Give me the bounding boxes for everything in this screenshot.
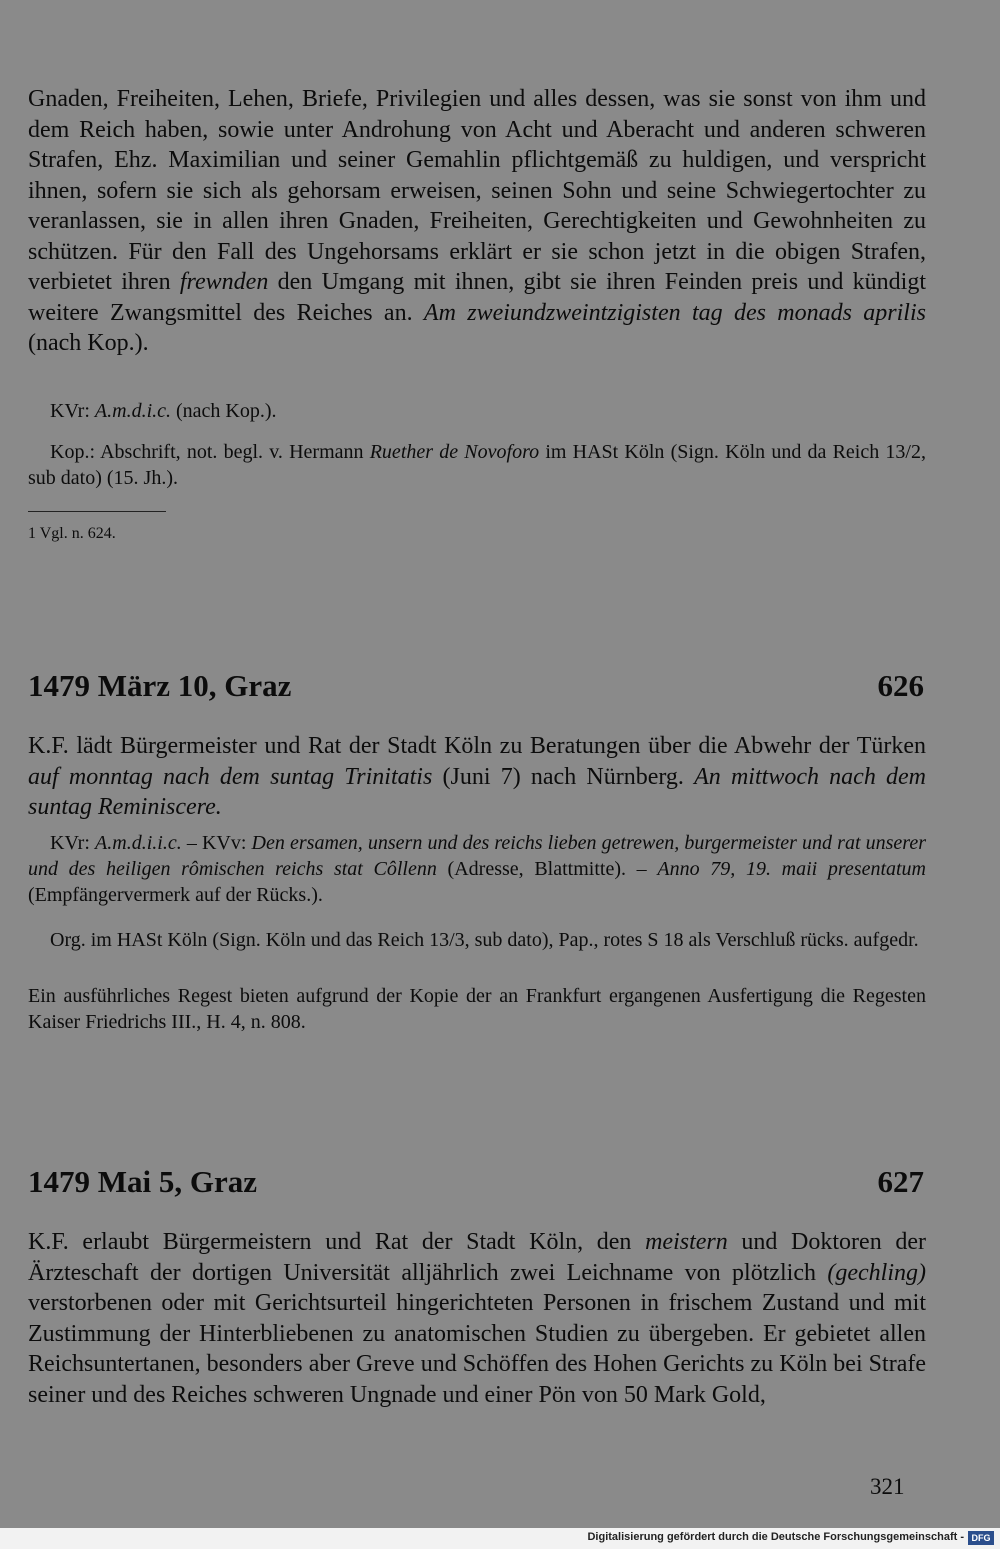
entry-626-body [28, 731, 926, 823]
body-text: K.F. erlaubt Bürgermeistern und Rat der Stadt Köln, den [28, 1229, 646, 1255]
footnote-divider [28, 511, 166, 512]
footer-credit: Digitalisierung gefördert durch die Deutsche Forschungsgemeinschaft - [587, 1531, 964, 1543]
body-italic: meistern [645, 1229, 728, 1255]
anno-text: (Empfängervermerk auf der Rücks.). [28, 884, 323, 906]
kvr-italic: A.m.d.i.i.c. [95, 832, 182, 854]
entry-625-kop [28, 439, 926, 491]
kvv-italic: Den ersamen, unsern und des reichs lieben getrewen, burgermeister und rat unserer und des heiligen rômischen reichs stat Côllenn [28, 832, 927, 880]
body-italic: An mittwoch nach dem suntag Reminiscere. [28, 763, 926, 820]
body-text: den Umgang mit ihnen, gibt sie ihren Feinden preis und kündigt weitere Zwangsmittel des Reiches an. [28, 269, 926, 326]
entry-627-body [28, 1227, 926, 1410]
body-text: K.F. lädt Bürgermeister und Rat der Stadt Köln zu Beratungen über die Abwehr der Türken [28, 733, 926, 759]
entry-626-regest: Ein ausführliches Regest bieten aufgrund der Kopie der an Frankfurt ergangenen Ausfertigung die Regesten Kaiser Friedrichs III., H. 4, n. 808. [28, 985, 926, 1033]
body-italic: (gechling) [827, 1259, 926, 1286]
kvv-label: – KVv: [181, 832, 252, 854]
kvr-label: KVr: [50, 832, 96, 854]
entry-626-kv [28, 830, 926, 908]
body-text: Gnaden, Freiheiten, Lehen, Briefe, Privilegien und alles dessen, was sie sonst von ihm und dem Reich haben, sowie unter Androhung von Acht und Aberacht und anderen schweren Strafen, Ehz. Maximilian und seiner Gemahlin pflichtgemäß zu huldigen, und verspricht ihnen, sofern sie sich als gehorsam erweisen, seinen Sohn und seine Schwiegertochter zu veranlassen, sie in allen ihren Gnaden, Freiheiten, Gerechtigkeiten und Gewohnheiten zu schützen. Für den Fall des Ungehorsams erklärt er sie schon jetzt in die obigen Strafen, verbietet ihren [28, 86, 926, 295]
kop-text: Kop.: Abschrift, not. begl. v. Hermann [50, 441, 370, 463]
kop-text: im HASt Köln (Sign. Köln und da Reich 13/2, sub dato) (15. Jh.). [28, 441, 926, 489]
entry-627-heading [28, 1164, 924, 1200]
body-text: und Doktoren der Ärzteschaft der dortigen Universität alljährlich zwei Leichname von plötzlich [28, 1229, 927, 1286]
digitization-footer [0, 1528, 1000, 1549]
entry-625-kvr [28, 398, 926, 424]
entry-number: 627 [877, 1164, 924, 1199]
body-text: verstorbenen oder mit Gerichtsurteil hingerichteten Personen in frischem Zustand und mit Zustimmung der Hinterbliebenen zu anatomischen Studien zu übergeben. Er gebietet allen Reichsuntertanen, besonders aber Greve und Schöffen des Hohen Gerichts zu Köln bei Strafe seiner und des Reiches schweren Ungnade und einer Pön von 50 Mark Gold, [28, 1290, 926, 1408]
entry-625-body [28, 84, 926, 359]
kop-italic: Ruether de Novoforo [369, 441, 540, 463]
kvv-text: (Adresse, Blattmitte). – [436, 858, 658, 880]
entry-number: 626 [877, 668, 924, 703]
entry-626-heading [28, 668, 924, 704]
kvr-italic: A.m.d.i.c. [94, 400, 171, 422]
body-italic: auf monntag nach dem suntag Trinitatis [28, 763, 433, 790]
anno-italic: Anno 79, 19. maii presentatum [657, 858, 927, 880]
body-italic: Am zweiundzweintzigisten tag des monads aprilis [423, 299, 926, 326]
body-italic: frewnden [179, 269, 269, 295]
footnote: 1 Vgl. n. 624. [28, 525, 116, 542]
entry-date: 1479 März 10, Graz [28, 668, 292, 703]
kvr-text: (nach Kop.). [171, 400, 277, 422]
dfg-logo[interactable]: DFG [968, 1531, 994, 1545]
entry-626-org: Org. im HASt Köln (Sign. Köln und das Reich 13/3, sub dato), Pap., rotes S 18 als Verschluß rücks. aufgedr. [50, 929, 919, 951]
kvr-label: KVr: [50, 400, 95, 422]
body-text: (nach Kop.). [28, 330, 149, 356]
body-text: (Juni 7) nach Nürnberg. [432, 763, 695, 790]
page-number: 321 [870, 1474, 905, 1499]
entry-date: 1479 Mai 5, Graz [28, 1164, 258, 1199]
